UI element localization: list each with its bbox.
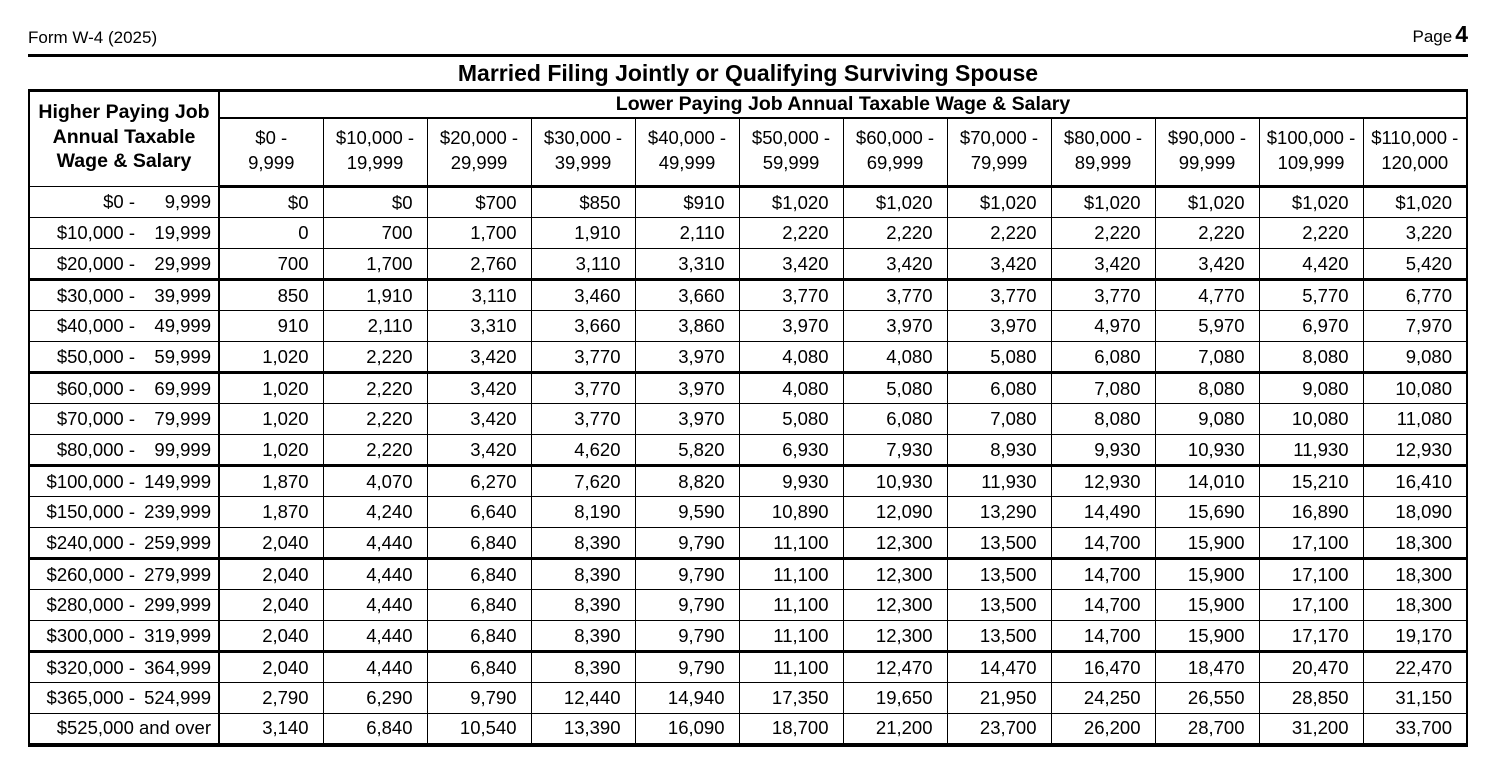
cell-r3-c4: 3,660: [635, 280, 739, 311]
cell-r1-c4: 2,110: [635, 218, 739, 249]
cell-r7-c9: 9,080: [1155, 404, 1259, 435]
cell-r2-c9: 3,420: [1155, 249, 1259, 280]
cell-r11-c2: 6,840: [427, 528, 531, 559]
cell-r13-c0: 2,040: [219, 590, 323, 621]
cell-r4-c3: 3,660: [531, 311, 635, 342]
cell-r3-c1: 1,910: [323, 280, 427, 311]
table-row-12: [29, 559, 1467, 590]
cell-r5-c7: 5,080: [947, 342, 1051, 373]
cell-r0-c4: $910: [635, 187, 739, 218]
cell-r12-c5: 11,100: [739, 559, 843, 590]
cell-r9-c1: 4,070: [323, 466, 427, 497]
col-header-2: $20,000 - 29,999: [427, 118, 531, 187]
cell-r9-c0: 1,870: [219, 466, 323, 497]
cell-r12-c1: 4,440: [323, 559, 427, 590]
cell-r0-c7: $1,020: [947, 187, 1051, 218]
cell-r16-c8: 24,250: [1051, 683, 1155, 714]
cell-r15-c1: 4,440: [323, 652, 427, 683]
cell-r6-c6: 5,080: [843, 373, 947, 404]
cell-r2-c11: 5,420: [1363, 249, 1467, 280]
row-header-8: $80,000 - 99,999: [29, 435, 219, 466]
cell-r2-c2: 2,760: [427, 249, 531, 280]
cell-r7-c1: 2,220: [323, 404, 427, 435]
cell-r10-c9: 15,690: [1155, 497, 1259, 528]
cell-r15-c7: 14,470: [947, 652, 1051, 683]
table-row-11: [29, 528, 1467, 559]
cell-r10-c6: 12,090: [843, 497, 947, 528]
cell-r5-c6: 4,080: [843, 342, 947, 373]
cell-r11-c4: 9,790: [635, 528, 739, 559]
cell-r1-c1: 700: [323, 218, 427, 249]
cell-r3-c2: 3,110: [427, 280, 531, 311]
table-row-1: [29, 218, 1467, 249]
cell-r10-c2: 6,640: [427, 497, 531, 528]
row-header-11: $240,000 - 259,999: [29, 528, 219, 559]
cell-r11-c0: 2,040: [219, 528, 323, 559]
cell-r7-c11: 11,080: [1363, 404, 1467, 435]
cell-r12-c2: 6,840: [427, 559, 531, 590]
table-row-5: [29, 342, 1467, 373]
cell-r15-c8: 16,470: [1051, 652, 1155, 683]
row-axis-title-line-2: Annual Taxable: [52, 125, 196, 148]
cell-r9-c7: 11,930: [947, 466, 1051, 497]
cell-r0-c6: $1,020: [843, 187, 947, 218]
cell-r16-c9: 26,550: [1155, 683, 1259, 714]
cell-r16-c1: 6,290: [323, 683, 427, 714]
row-header-13: $280,000 - 299,999: [29, 590, 219, 621]
cell-r14-c3: 8,390: [531, 621, 635, 652]
cell-r2-c10: 4,420: [1259, 249, 1363, 280]
cell-r12-c0: 2,040: [219, 559, 323, 590]
cell-r5-c5: 4,080: [739, 342, 843, 373]
cell-r6-c11: 10,080: [1363, 373, 1467, 404]
col-header-0: $0 - 9,999: [219, 118, 323, 187]
cell-r16-c10: 28,850: [1259, 683, 1363, 714]
cell-r15-c0: 2,040: [219, 652, 323, 683]
page-word: Page: [1412, 27, 1453, 46]
cell-r1-c0: 0: [219, 218, 323, 249]
row-axis-title-line-1: Higher Paying Job: [38, 100, 210, 123]
cell-r13-c9: 15,900: [1155, 590, 1259, 621]
cell-r8-c3: 4,620: [531, 435, 635, 466]
cell-r7-c7: 7,080: [947, 404, 1051, 435]
cell-r15-c9: 18,470: [1155, 652, 1259, 683]
cell-r15-c3: 8,390: [531, 652, 635, 683]
col-axis-title: Lower Paying Job Annual Taxable Wage & Salary: [219, 91, 1467, 118]
cell-r1-c11: 3,220: [1363, 218, 1467, 249]
cell-r6-c10: 9,080: [1259, 373, 1363, 404]
cell-r7-c0: 1,020: [219, 404, 323, 435]
cell-r7-c5: 5,080: [739, 404, 843, 435]
cell-r13-c8: 14,700: [1051, 590, 1155, 621]
cell-r8-c9: 10,930: [1155, 435, 1259, 466]
cell-r11-c11: 18,300: [1363, 528, 1467, 559]
cell-r10-c5: 10,890: [739, 497, 843, 528]
cell-r5-c0: 1,020: [219, 342, 323, 373]
cell-r6-c7: 6,080: [947, 373, 1051, 404]
cell-r11-c6: 12,300: [843, 528, 947, 559]
cell-r10-c1: 4,240: [323, 497, 427, 528]
row-header-7: $70,000 - 79,999: [29, 404, 219, 435]
cell-r6-c5: 4,080: [739, 373, 843, 404]
cell-r5-c2: 3,420: [427, 342, 531, 373]
cell-r11-c5: 11,100: [739, 528, 843, 559]
col-header-7: $70,000 - 79,999: [947, 118, 1051, 187]
cell-r17-c5: 18,700: [739, 714, 843, 745]
col-header-3: $30,000 - 39,999: [531, 118, 635, 187]
cell-r10-c10: 16,890: [1259, 497, 1363, 528]
cell-r10-c8: 14,490: [1051, 497, 1155, 528]
col-header-8: $80,000 - 89,999: [1051, 118, 1155, 187]
cell-r8-c6: 7,930: [843, 435, 947, 466]
cell-r5-c9: 7,080: [1155, 342, 1259, 373]
cell-r7-c2: 3,420: [427, 404, 531, 435]
cell-r16-c11: 31,150: [1363, 683, 1467, 714]
cell-r16-c4: 14,940: [635, 683, 739, 714]
cell-r14-c7: 13,500: [947, 621, 1051, 652]
cell-r5-c10: 8,080: [1259, 342, 1363, 373]
cell-r14-c5: 11,100: [739, 621, 843, 652]
cell-r4-c0: 910: [219, 311, 323, 342]
cell-r6-c0: 1,020: [219, 373, 323, 404]
cell-r15-c11: 22,470: [1363, 652, 1467, 683]
cell-r9-c2: 6,270: [427, 466, 531, 497]
cell-r4-c2: 3,310: [427, 311, 531, 342]
cell-r11-c9: 15,900: [1155, 528, 1259, 559]
cell-r13-c11: 18,300: [1363, 590, 1467, 621]
cell-r9-c11: 16,410: [1363, 466, 1467, 497]
cell-r3-c10: 5,770: [1259, 280, 1363, 311]
table-row-13: [29, 590, 1467, 621]
table-row-9: [29, 466, 1467, 497]
cell-r6-c1: 2,220: [323, 373, 427, 404]
cell-r11-c8: 14,700: [1051, 528, 1155, 559]
table-row-15: [29, 652, 1467, 683]
row-header-0: $0 - 9,999: [29, 187, 219, 218]
col-header-4: $40,000 - 49,999: [635, 118, 739, 187]
col-header-1: $10,000 - 19,999: [323, 118, 427, 187]
cell-r15-c2: 6,840: [427, 652, 531, 683]
cell-r3-c5: 3,770: [739, 280, 843, 311]
cell-r9-c10: 15,210: [1259, 466, 1363, 497]
row-header-16: $365,000 - 524,999: [29, 683, 219, 714]
cell-r10-c7: 13,290: [947, 497, 1051, 528]
cell-r4-c8: 4,970: [1051, 311, 1155, 342]
cell-r17-c4: 16,090: [635, 714, 739, 745]
page-number: 4: [1455, 21, 1468, 47]
cell-r0-c1: $0: [323, 187, 427, 218]
row-header-15: $320,000 - 364,999: [29, 652, 219, 683]
cell-r17-c6: 21,200: [843, 714, 947, 745]
cell-r7-c10: 10,080: [1259, 404, 1363, 435]
cell-r13-c1: 4,440: [323, 590, 427, 621]
cell-r6-c4: 3,970: [635, 373, 739, 404]
cell-r8-c0: 1,020: [219, 435, 323, 466]
cell-r16-c5: 17,350: [739, 683, 843, 714]
col-header-5: $50,000 - 59,999: [739, 118, 843, 187]
cell-r13-c10: 17,100: [1259, 590, 1363, 621]
cell-r9-c4: 8,820: [635, 466, 739, 497]
cell-r0-c9: $1,020: [1155, 187, 1259, 218]
cell-r8-c8: 9,930: [1051, 435, 1155, 466]
cell-r6-c2: 3,420: [427, 373, 531, 404]
cell-r9-c3: 7,620: [531, 466, 635, 497]
cell-r7-c4: 3,970: [635, 404, 739, 435]
table-title: Married Filing Jointly or Qualifying Surviving Spouse: [457, 60, 1039, 86]
cell-r2-c3: 3,110: [531, 249, 635, 280]
cell-r4-c11: 7,970: [1363, 311, 1467, 342]
cell-r14-c10: 17,170: [1259, 621, 1363, 652]
cell-r13-c4: 9,790: [635, 590, 739, 621]
cell-r11-c7: 13,500: [947, 528, 1051, 559]
page-header: [0, 0, 1496, 48]
table-row-8: [29, 435, 1467, 466]
cell-r17-c11: 33,700: [1363, 714, 1467, 745]
cell-r15-c10: 20,470: [1259, 652, 1363, 683]
cell-r3-c8: 3,770: [1051, 280, 1155, 311]
cell-r17-c1: 6,840: [323, 714, 427, 745]
table-row-4: [29, 311, 1467, 342]
col-axis-row: [29, 91, 1467, 118]
row-header-1: $10,000 - 19,999: [29, 218, 219, 249]
cell-r5-c4: 3,970: [635, 342, 739, 373]
cell-r7-c6: 6,080: [843, 404, 947, 435]
cell-r10-c3: 8,190: [531, 497, 635, 528]
cell-r2-c5: 3,420: [739, 249, 843, 280]
table-row-7: [29, 404, 1467, 435]
cell-r5-c11: 9,080: [1363, 342, 1467, 373]
cell-r5-c1: 2,220: [323, 342, 427, 373]
cell-r13-c2: 6,840: [427, 590, 531, 621]
cell-r16-c0: 2,790: [219, 683, 323, 714]
cell-r11-c3: 8,390: [531, 528, 635, 559]
cell-r3-c0: 850: [219, 280, 323, 311]
cell-r17-c0: 3,140: [219, 714, 323, 745]
row-header-2: $20,000 - 29,999: [29, 249, 219, 280]
cell-r0-c11: $1,020: [1363, 187, 1467, 218]
table-row-2: [29, 249, 1467, 280]
cell-r14-c2: 6,840: [427, 621, 531, 652]
cell-r11-c1: 4,440: [323, 528, 427, 559]
cell-r6-c3: 3,770: [531, 373, 635, 404]
row-header-5: $50,000 - 59,999: [29, 342, 219, 373]
cell-r14-c8: 14,700: [1051, 621, 1155, 652]
cell-r8-c10: 11,930: [1259, 435, 1363, 466]
cell-r17-c2: 10,540: [427, 714, 531, 745]
cell-r12-c11: 18,300: [1363, 559, 1467, 590]
col-header-9: $90,000 - 99,999: [1155, 118, 1259, 187]
cell-r13-c6: 12,300: [843, 590, 947, 621]
cell-r15-c6: 12,470: [843, 652, 947, 683]
cell-r2-c7: 3,420: [947, 249, 1051, 280]
cell-r16-c7: 21,950: [947, 683, 1051, 714]
cell-r12-c7: 13,500: [947, 559, 1051, 590]
table-row-14: [29, 621, 1467, 652]
cell-r2-c8: 3,420: [1051, 249, 1155, 280]
cell-r7-c8: 8,080: [1051, 404, 1155, 435]
cell-r16-c6: 19,650: [843, 683, 947, 714]
cell-r6-c9: 8,080: [1155, 373, 1259, 404]
table-row-17: [29, 714, 1467, 745]
col-header-10: $100,000 - 109,999: [1259, 118, 1363, 187]
cell-r14-c9: 15,900: [1155, 621, 1259, 652]
cell-r8-c5: 6,930: [739, 435, 843, 466]
row-header-4: $40,000 - 49,999: [29, 311, 219, 342]
cell-r15-c5: 11,100: [739, 652, 843, 683]
row-header-17: $525,000 and over: [29, 714, 219, 745]
cell-r5-c8: 6,080: [1051, 342, 1155, 373]
cell-r8-c2: 3,420: [427, 435, 531, 466]
cell-r0-c8: $1,020: [1051, 187, 1155, 218]
cell-r10-c4: 9,590: [635, 497, 739, 528]
cell-r8-c11: 12,930: [1363, 435, 1467, 466]
cell-r8-c4: 5,820: [635, 435, 739, 466]
cell-r4-c6: 3,970: [843, 311, 947, 342]
table-row-16: [29, 683, 1467, 714]
cell-r16-c3: 12,440: [531, 683, 635, 714]
cell-r14-c4: 9,790: [635, 621, 739, 652]
wage-bracket-table: [28, 89, 1468, 747]
row-header-3: $30,000 - 39,999: [29, 280, 219, 311]
cell-r0-c10: $1,020: [1259, 187, 1363, 218]
table-row-0: [29, 187, 1467, 218]
row-axis-title-line-3: Wage & Salary: [56, 150, 192, 173]
cell-r4-c9: 5,970: [1155, 311, 1259, 342]
cell-r1-c7: 2,220: [947, 218, 1051, 249]
cell-r1-c10: 2,220: [1259, 218, 1363, 249]
cell-r4-c10: 6,970: [1259, 311, 1363, 342]
row-axis-title: [29, 91, 219, 187]
cell-r13-c3: 8,390: [531, 590, 635, 621]
cell-r6-c8: 7,080: [1051, 373, 1155, 404]
cell-r16-c2: 9,790: [427, 683, 531, 714]
form-label: Form W-4 (2025): [28, 28, 158, 47]
cell-r0-c5: $1,020: [739, 187, 843, 218]
cell-r4-c4: 3,860: [635, 311, 739, 342]
cell-r1-c2: 1,700: [427, 218, 531, 249]
cell-r0-c2: $700: [427, 187, 531, 218]
cell-r1-c9: 2,220: [1155, 218, 1259, 249]
cell-r17-c10: 31,200: [1259, 714, 1363, 745]
cell-r0-c0: $0: [219, 187, 323, 218]
cell-r13-c5: 11,100: [739, 590, 843, 621]
cell-r12-c4: 9,790: [635, 559, 739, 590]
cell-r14-c6: 12,300: [843, 621, 947, 652]
cell-r3-c3: 3,460: [531, 280, 635, 311]
cell-r0-c3: $850: [531, 187, 635, 218]
cell-r1-c5: 2,220: [739, 218, 843, 249]
cell-r15-c4: 9,790: [635, 652, 739, 683]
cell-r8-c1: 2,220: [323, 435, 427, 466]
cell-r17-c7: 23,700: [947, 714, 1051, 745]
cell-r9-c8: 12,930: [1051, 466, 1155, 497]
cell-r3-c11: 6,770: [1363, 280, 1467, 311]
col-header-6: $60,000 - 69,999: [843, 118, 947, 187]
table-row-10: [29, 497, 1467, 528]
cell-r9-c9: 14,010: [1155, 466, 1259, 497]
cell-r4-c1: 2,110: [323, 311, 427, 342]
cell-r1-c3: 1,910: [531, 218, 635, 249]
cell-r9-c6: 10,930: [843, 466, 947, 497]
cell-r3-c9: 4,770: [1155, 280, 1259, 311]
cell-r3-c7: 3,770: [947, 280, 1051, 311]
cell-r12-c10: 17,100: [1259, 559, 1363, 590]
cell-r2-c6: 3,420: [843, 249, 947, 280]
cell-r14-c1: 4,440: [323, 621, 427, 652]
cell-r14-c11: 19,170: [1363, 621, 1467, 652]
cell-r8-c7: 8,930: [947, 435, 1051, 466]
cell-r10-c11: 18,090: [1363, 497, 1467, 528]
cell-r9-c5: 9,930: [739, 466, 843, 497]
cell-r2-c0: 700: [219, 249, 323, 280]
cell-r12-c3: 8,390: [531, 559, 635, 590]
cell-r2-c1: 1,700: [323, 249, 427, 280]
cell-r17-c9: 28,700: [1155, 714, 1259, 745]
cell-r7-c3: 3,770: [531, 404, 635, 435]
row-header-10: $150,000 - 239,999: [29, 497, 219, 528]
cell-r17-c8: 26,200: [1051, 714, 1155, 745]
cell-r5-c3: 3,770: [531, 342, 635, 373]
table-row-3: [29, 280, 1467, 311]
cell-r4-c7: 3,970: [947, 311, 1051, 342]
page-number-label: [1413, 21, 1469, 48]
row-header-14: $300,000 - 319,999: [29, 621, 219, 652]
cell-r10-c0: 1,870: [219, 497, 323, 528]
cell-r4-c5: 3,970: [739, 311, 843, 342]
col-header-11: $110,000 - 120,000: [1363, 118, 1467, 187]
cell-r17-c3: 13,390: [531, 714, 635, 745]
cell-r11-c10: 17,100: [1259, 528, 1363, 559]
cell-r12-c9: 15,900: [1155, 559, 1259, 590]
table-row-6: [29, 373, 1467, 404]
cell-r12-c8: 14,700: [1051, 559, 1155, 590]
cell-r1-c6: 2,220: [843, 218, 947, 249]
row-header-9: $100,000 - 149,999: [29, 466, 219, 497]
row-header-6: $60,000 - 69,999: [29, 373, 219, 404]
cell-r1-c8: 2,220: [1051, 218, 1155, 249]
cell-r2-c4: 3,310: [635, 249, 739, 280]
cell-r13-c7: 13,500: [947, 590, 1051, 621]
cell-r14-c0: 2,040: [219, 621, 323, 652]
cell-r12-c6: 12,300: [843, 559, 947, 590]
col-header-row: [29, 118, 1467, 187]
cell-r3-c6: 3,770: [843, 280, 947, 311]
row-header-12: $260,000 - 279,999: [29, 559, 219, 590]
